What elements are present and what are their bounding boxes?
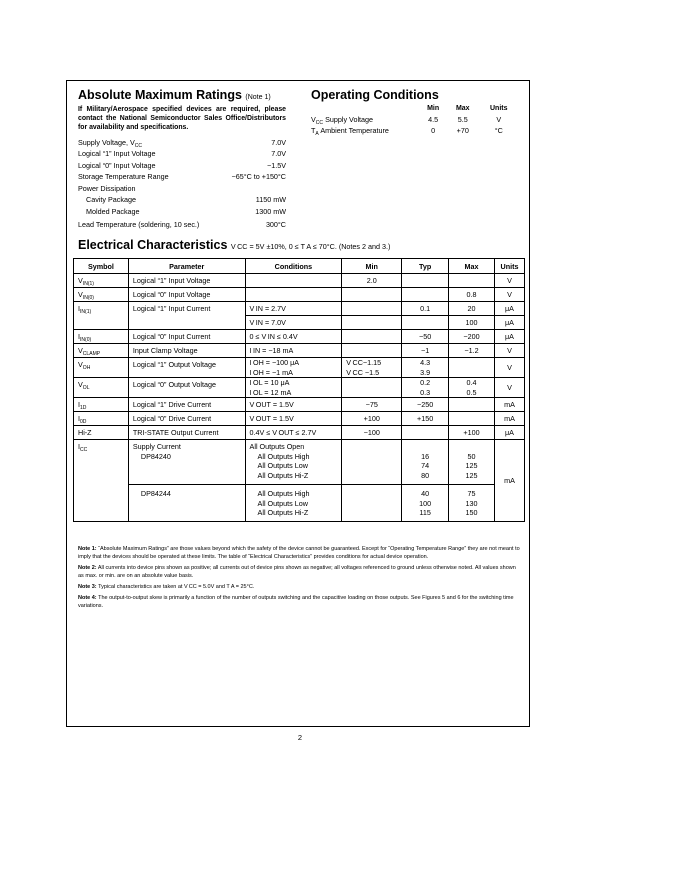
amr-warning: If Military/Aerospace specified devices are required, please contact the National Semiconductor Sales Office/Distributors for availability and specifications.: [78, 106, 286, 132]
amr-row: Lead Temperature (soldering, 10 sec.) 300°C: [78, 220, 286, 230]
table-row: $V_{CLAMP}$ Input Clamp Voltage I IN = −18 mA −1 −1.2 V: [74, 344, 525, 358]
table-row: $I_{0D}$ Logical “0” Drive Current V OUT = 1.5V +100 +150 mA: [74, 412, 525, 426]
amr-title: Absolute Maximum Ratings (Note 1): [78, 88, 271, 102]
table-row: V IN = 7.0V 100 μA: [74, 316, 525, 330]
table-row: $I_{IN(1)}$ Logical “1” Input Current V IN = 2.7V 0.1 20 μA: [74, 302, 525, 316]
table-row: $V_{IN(0)}$ Logical “0” Input Voltage 0.8 V: [74, 288, 525, 302]
amr-row: Cavity Package 1150 mW: [86, 195, 286, 205]
oc-title: Operating Conditions: [311, 88, 439, 102]
note: Note 2: All currents into device pins shown as positive; all currents out of device pins shown as negative; all voltages referenced to ground unless otherwise noted. All values shown as max. or min. are on an absolute value basis.: [78, 564, 516, 579]
electrical-characteristics-table: [73, 258, 525, 522]
amr-row: Logical “1” Input Voltage 7.0V: [78, 149, 286, 159]
amr-row: Storage Temperature Range −65°C to +150°C: [78, 172, 286, 182]
table-row: $V_{IN(1)}$ Logical “1” Input Voltage 2.0 V: [74, 274, 525, 288]
table-row: $V_{OL}$ Logical “0” Output Voltage I OL = 10 μA I OL = 12 mA 0.2 0.3 0.4 0.5 V: [74, 378, 525, 398]
oc-row: $T_A$ Ambient Temperature 0 +70 °C: [311, 126, 503, 137]
table-row-supply-current-2: DP84244 All Outputs High All Outputs Low All Outputs Hi-Z 40 100 115 75 130 150: [74, 485, 525, 522]
absolute-maximum-ratings: [78, 88, 286, 232]
page-number: 2: [297, 733, 303, 742]
note: Note 1: “Absolute Maximum Ratings” are those values beyond which the safety of the device cannot be guaranteed. Except for “Operating Temperature Range” they are not meant to imply that the devices should be operated at these limits. The table of “Electrical Characteristics” provides conditions for actual device operation.: [78, 546, 520, 560]
note: Note 3: Typical characteristics are taken at V CC = 5.0V and T A = 25°C.: [78, 583, 255, 590]
table-row-supply-current: $I_{CC}$ Supply Current DP84240 All Outputs Open All Outputs High All Outputs Low All Outputs Hi-Z 16 74 80 50 125 125 mA: [74, 440, 525, 485]
amr-power-label: Power Dissipation: [78, 183, 136, 193]
table-row: $I_{1D}$ Logical “1” Drive Current V OUT = 1.5V −75 −250 mA: [74, 398, 525, 412]
table-row: $V_{OH}$ Logical “1” Output Voltage I OH = −100 μA I OH = −1 mA V CC−1.15 V CC −1.5 4.3 3.9 V: [74, 358, 525, 378]
oc-table: Min Max Units $V_{CC}$ Supply Voltage 4.5 5.5 V $T_A$ Ambient Temperature 0 +70 °C: [311, 103, 519, 136]
amr-row: Molded Package 1300 mW: [86, 206, 286, 216]
ec-header-row: Symbol Parameter Conditions Min Typ Max Units: [74, 259, 525, 274]
table-row: Hi-Z TRI-STATE Output Current 0.4V ≤ V OUT ≤ 2.7V −100 +100 μA: [74, 426, 525, 440]
amr-row: Supply Voltage, $V_{CC}$ 7.0V: [78, 137, 286, 149]
note: Note 4: The output-to-output skew is primarily a function of the number of outputs switching and the capacitive loading on those outputs. See Figures 5 and 6 for the switching time variations.: [78, 594, 514, 609]
oc-row: $V_{CC}$ Supply Voltage 4.5 5.5 V: [311, 115, 502, 126]
notes: [78, 546, 520, 614]
amr-row: Logical “0” Input Voltage −1.5V: [78, 160, 286, 170]
operating-conditions: [311, 88, 519, 136]
ec-title: Electrical Characteristics V CC = 5V ±10%, 0 ≤ T A ≤ 70°C. (Notes 2 and 3.): [78, 238, 391, 252]
table-row: $I_{IN(0)}$ Logical “0” Input Current 0 ≤ V IN ≤ 0.4V −50 −200 μA: [74, 330, 525, 344]
